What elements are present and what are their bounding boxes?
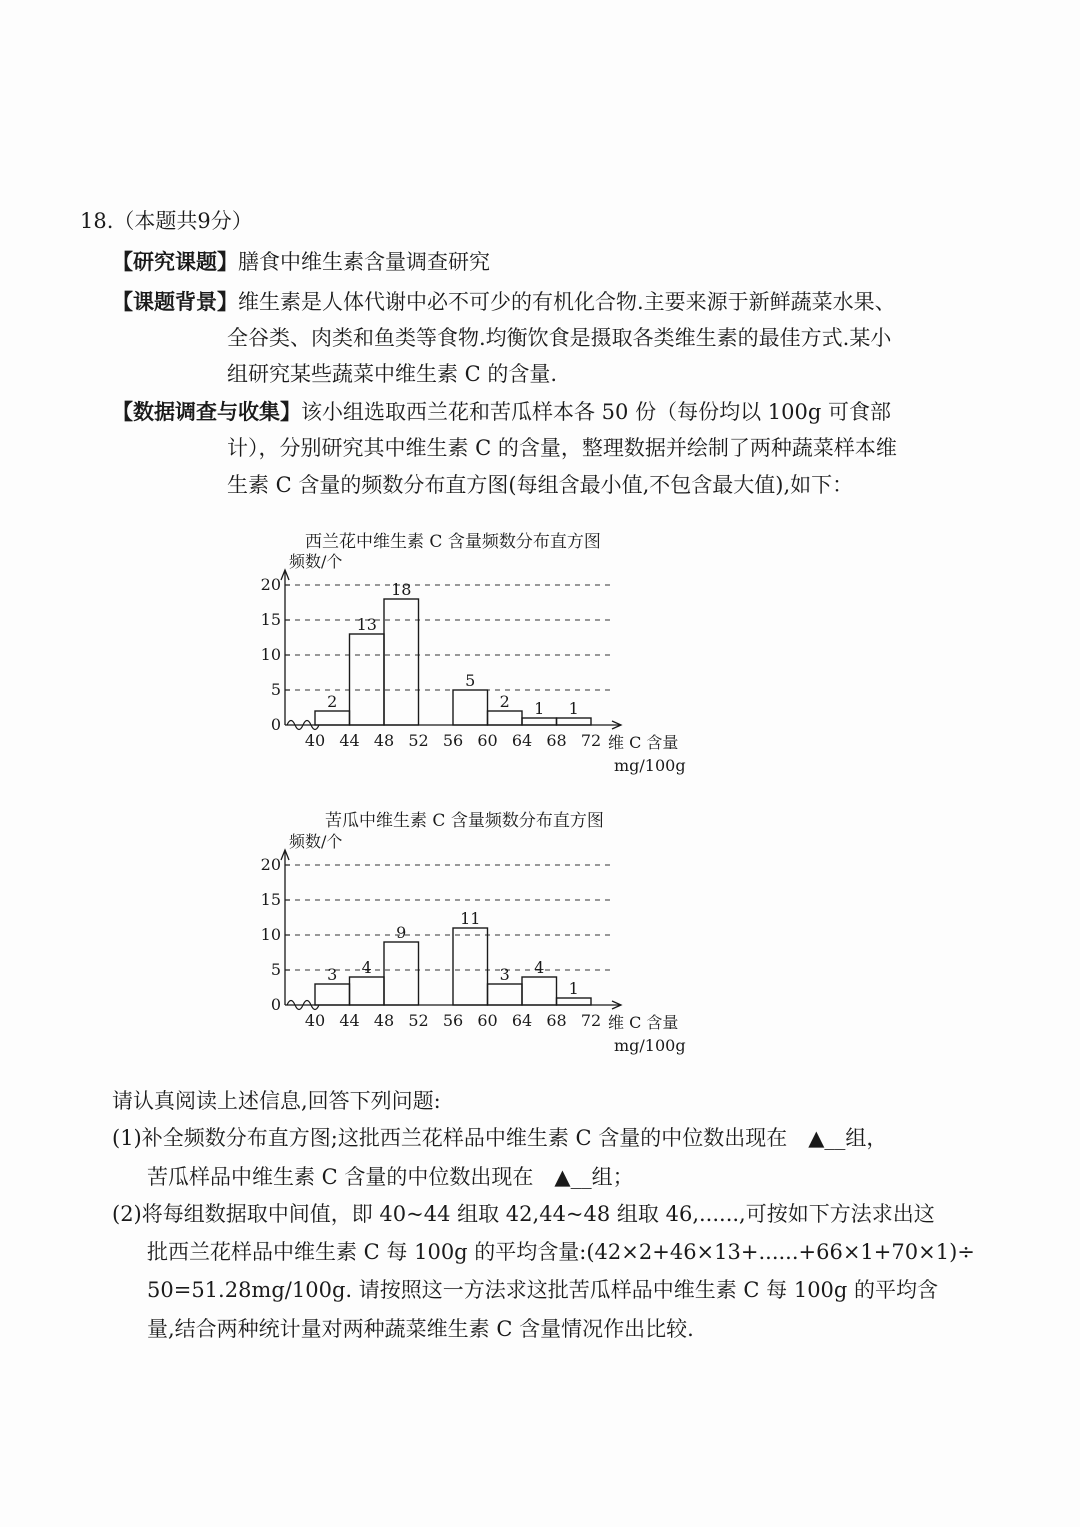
bar-value-label: 1 [534, 699, 545, 718]
bar-value-label: 9 [396, 923, 407, 942]
q2-line-2: 批西兰花样品中维生素 C 每 100g 的平均含量:(42×2+46×13+......+66×1+70×1)÷ [147, 1240, 975, 1264]
y-tick-label: 15 [260, 890, 281, 909]
question-number: 18.（本题共9分） [80, 209, 253, 233]
histogram-bar [557, 998, 592, 1005]
bar-value-label: 4 [534, 958, 545, 977]
y-tick-label: 15 [260, 610, 281, 629]
y-tick-label: 20 [260, 855, 281, 874]
y-tick-label: 5 [270, 960, 281, 979]
data-line-3: 生素 C 含量的频数分布直方图(每组含最小值,不包含最大值),如下： [227, 473, 854, 497]
questions-intro: 请认真阅读上述信息,回答下列问题: [112, 1089, 441, 1113]
q2-line-3: 50=51.28mg/100g. 请按照这一方法求这批苦瓜样品中维生素 C 每 100g 的平均含 [147, 1278, 939, 1302]
histogram-bar [350, 634, 385, 725]
y-axis-label: 频数/个 [289, 552, 343, 571]
y-tick-label: 0 [270, 715, 281, 734]
x-tick-label: 52 [408, 731, 429, 750]
chart-2-title: 苦瓜中维生素 C 含量频数分布直方图 [325, 811, 604, 831]
y-axis-label: 频数/个 [289, 832, 343, 851]
q2-line-4: 量,结合两种统计量对两种蔬菜维生素 C 含量情况作出比较. [147, 1317, 694, 1341]
bar-value-label: 18 [391, 580, 412, 599]
data-tag: 【数据调查与收集】 [112, 399, 301, 424]
chart-broccoli [255, 550, 715, 790]
data-line-2: 计），分别研究其中维生素 C 的含量，整理数据并绘制了两种蔬菜样本维 [227, 436, 897, 460]
histogram-bar [557, 718, 592, 725]
x-axis-label: 维 C 含量 [608, 733, 679, 752]
histogram-bar [522, 718, 557, 725]
x-tick-label: 72 [580, 1011, 602, 1030]
background-line-2: 全谷类、肉类和鱼类等食物.均衡饮食是摄取各类维生素的最佳方式.某小 [227, 326, 892, 350]
x-tick-label: 60 [477, 731, 498, 750]
topic-tag: 【研究课题】 [112, 249, 238, 274]
histogram-bar [453, 928, 488, 1005]
x-tick-label: 52 [408, 1011, 429, 1030]
y-tick-label: 20 [260, 575, 281, 594]
x-tick-label: 56 [442, 1011, 464, 1030]
histogram-bar [453, 690, 488, 725]
histogram-bar [522, 977, 557, 1005]
histogram-bar [315, 984, 350, 1005]
bar-value-label: 1 [568, 979, 579, 998]
x-axis-unit: mg/100g [614, 756, 686, 775]
x-tick-label: 44 [339, 731, 360, 750]
q1-line-2: 苦瓜样品中维生素 C 含量的中位数出现在 ▲__组； [147, 1165, 634, 1189]
background-line-3: 组研究某些蔬菜中维生素 C 的含量. [227, 362, 558, 386]
histogram-bar [488, 711, 523, 725]
bar-value-label: 4 [361, 958, 372, 977]
y-tick-label: 10 [260, 645, 281, 664]
y-tick-label: 0 [270, 995, 281, 1014]
q2-line-1: (2)将每组数据取中间值，即 40~44 组取 42,44~48 组取 46,......,可按如下方法求出这 [112, 1202, 935, 1226]
topic-row [112, 248, 490, 276]
x-tick-label: 60 [477, 1011, 498, 1030]
bar-value-label: 11 [460, 909, 481, 928]
histogram-bar [315, 711, 350, 725]
y-tick-label: 10 [260, 925, 281, 944]
histogram-bar [384, 599, 419, 725]
x-tick-label: 68 [546, 1011, 567, 1030]
bar-value-label: 1 [568, 699, 579, 718]
topic-text: 膳食中维生素含量调查研究 [238, 250, 490, 274]
background-row-1 [112, 288, 896, 316]
x-tick-label: 40 [304, 1011, 326, 1030]
background-tag: 【课题背景】 [112, 289, 238, 314]
background-line-1: 维生素是人体代谢中必不可少的有机化合物.主要来源于新鲜蔬菜水果、 [238, 290, 896, 314]
x-tick-label: 48 [373, 731, 395, 750]
histogram-bar [488, 984, 523, 1005]
x-tick-label: 64 [511, 1011, 533, 1030]
chart-1-title: 西兰花中维生素 C 含量频数分布直方图 [305, 532, 601, 552]
bar-value-label: 5 [465, 671, 476, 690]
x-tick-label: 64 [511, 731, 533, 750]
data-row-1 [112, 398, 891, 426]
x-axis-label: 维 C 含量 [608, 1013, 679, 1032]
bar-value-label: 3 [499, 965, 510, 984]
histogram-bar [350, 977, 385, 1005]
x-tick-label: 44 [339, 1011, 360, 1030]
q1-line-1: (1)补全频数分布直方图;这批西兰花样品中维生素 C 含量的中位数出现在 ▲__组， [112, 1126, 888, 1150]
bar-value-label: 2 [327, 692, 338, 711]
chart-bitter-melon [255, 830, 715, 1070]
histogram-bar [384, 942, 419, 1005]
data-line-1: 该小组选取西兰花和苦瓜样本各 50 份（每份均以 100g 可食部 [301, 400, 891, 424]
y-tick-label: 5 [270, 680, 281, 699]
bar-value-label: 3 [327, 965, 338, 984]
x-tick-label: 48 [373, 1011, 395, 1030]
bar-value-label: 2 [499, 692, 510, 711]
x-tick-label: 68 [546, 731, 567, 750]
x-tick-label: 56 [442, 731, 464, 750]
x-tick-label: 40 [304, 731, 326, 750]
x-tick-label: 72 [580, 731, 602, 750]
x-axis-unit: mg/100g [614, 1036, 686, 1055]
bar-value-label: 13 [356, 615, 377, 634]
